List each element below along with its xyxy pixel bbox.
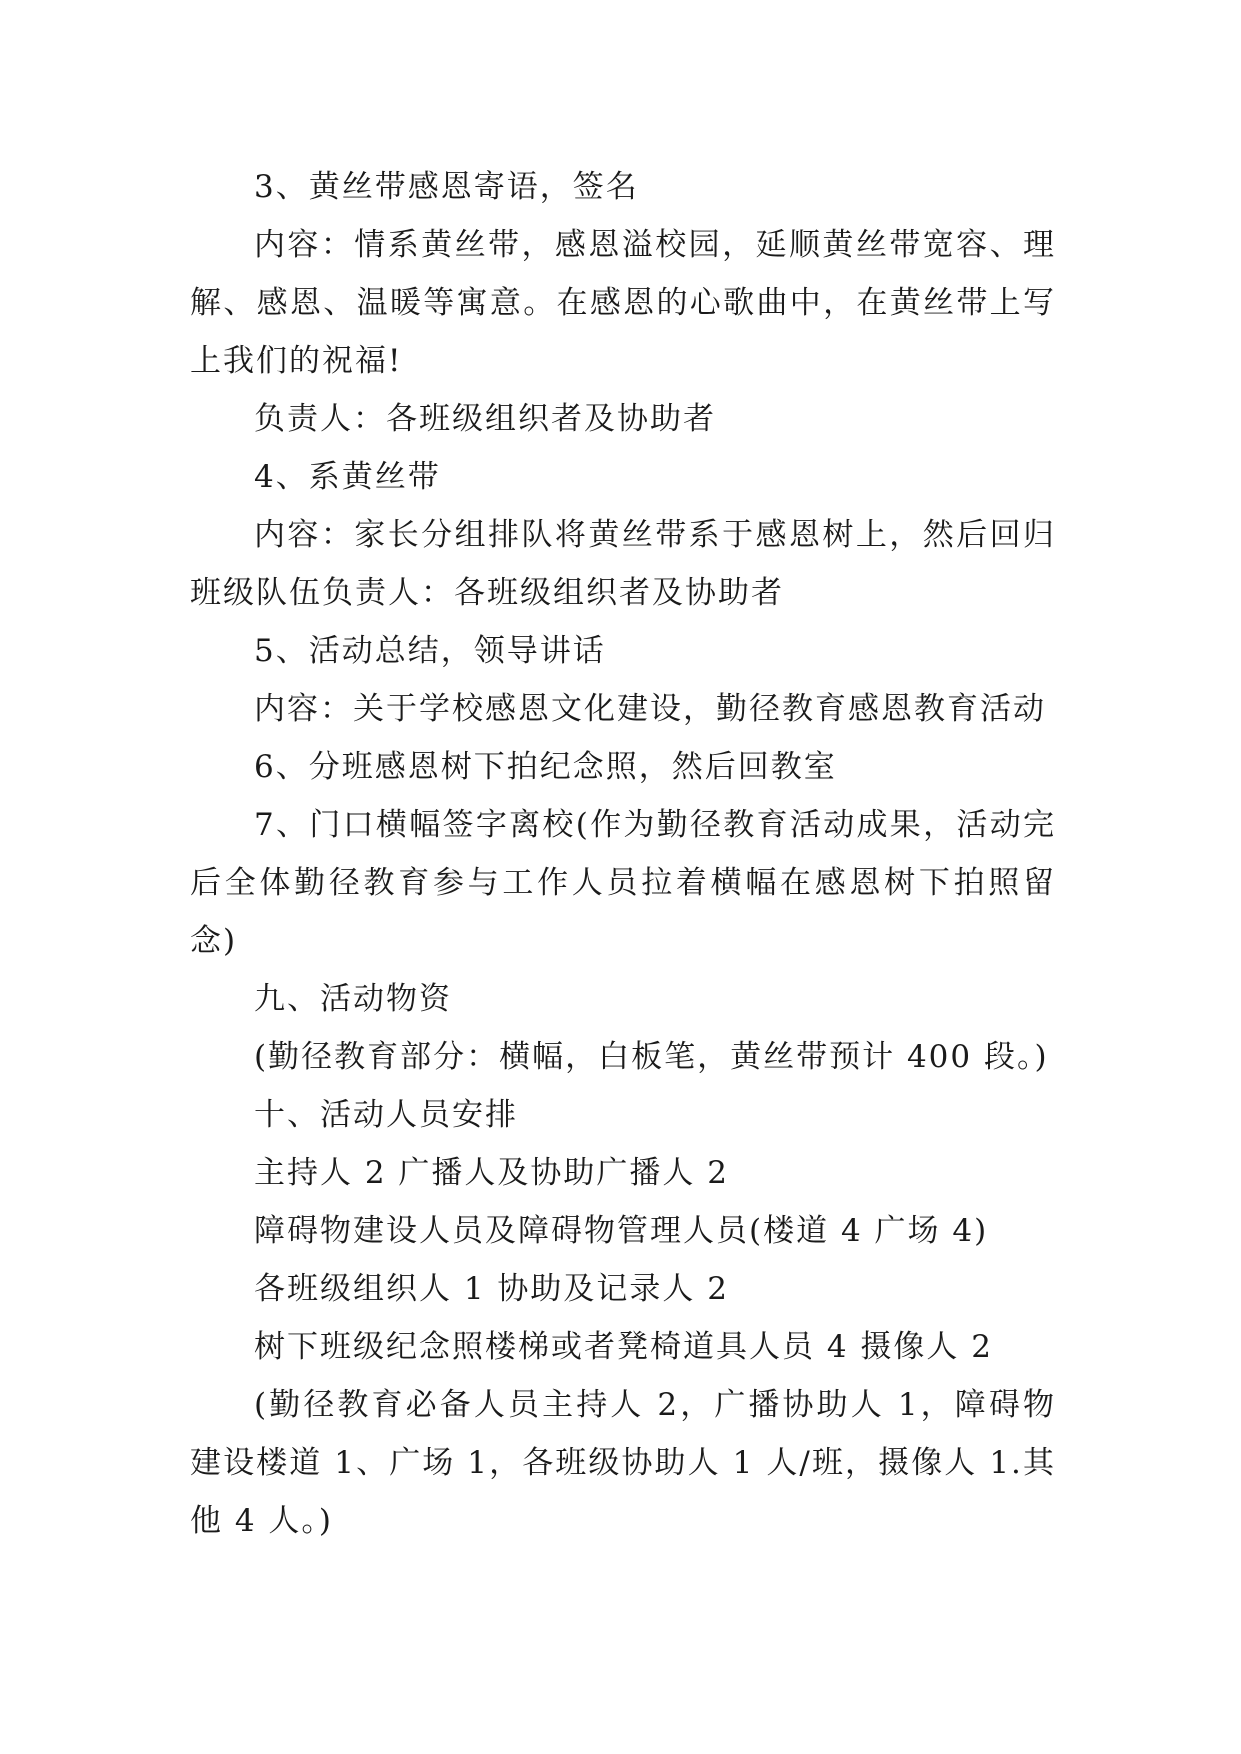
staff-required-note: (勤径教育必备人员主持人 2，广播协助人 1，障碍物建设楼道 1、广场 1，各班级协助人 1 人/班，摄像人 1.其他 4 人。) — [190, 1387, 1056, 1539]
item-6-heading: 6、分班感恩树下拍纪念照，然后回教室 — [254, 749, 837, 785]
staff-line-photo: 树下班级纪念照楼梯或者凳椅道具人员 4 摄像人 2 — [254, 1329, 994, 1365]
item-3-heading: 3、黄丝带感恩寄语，签名 — [254, 169, 639, 205]
item-5-content: 内容：关于学校感恩文化建设，勤径教育感恩教育活动 — [254, 691, 1046, 727]
staff-line-obstacles: 障碍物建设人员及障碍物管理人员(楼道 4 广场 4) — [254, 1213, 989, 1249]
item-4-heading: 4、系黄丝带 — [254, 459, 441, 495]
item-4-content: 内容：家长分组排队将黄丝带系于感恩树上，然后回归班级队伍负责人：各班级组织者及协助者 — [190, 517, 1056, 611]
item-3-content: 内容：情系黄丝带，感恩溢校园，延顺黄丝带宽容、理解、感恩、温暖等寓意。在感恩的心歌曲中，在黄丝带上写上我们的祝福! — [190, 227, 1056, 379]
section-9-materials: (勤径教育部分：横幅，白板笔，黄丝带预计 400 段。) — [254, 1039, 1049, 1075]
staff-line-host: 主持人 2 广播人及协助广播人 2 — [254, 1155, 730, 1191]
document-body — [190, 158, 1056, 1550]
item-7-heading: 7、门口横幅签字离校(作为勤径教育活动成果，活动完后全体勤径教育参与工作人员拉着横幅在感恩树下拍照留念) — [190, 807, 1056, 959]
section-9-heading: 九、活动物资 — [254, 981, 452, 1017]
section-10-heading: 十、活动人员安排 — [254, 1097, 518, 1133]
item-5-heading: 5、活动总结，领导讲话 — [254, 633, 606, 669]
staff-line-class: 各班级组织人 1 协助及记录人 2 — [254, 1271, 730, 1307]
item-3-owner: 负责人：各班级组织者及协助者 — [254, 401, 716, 437]
